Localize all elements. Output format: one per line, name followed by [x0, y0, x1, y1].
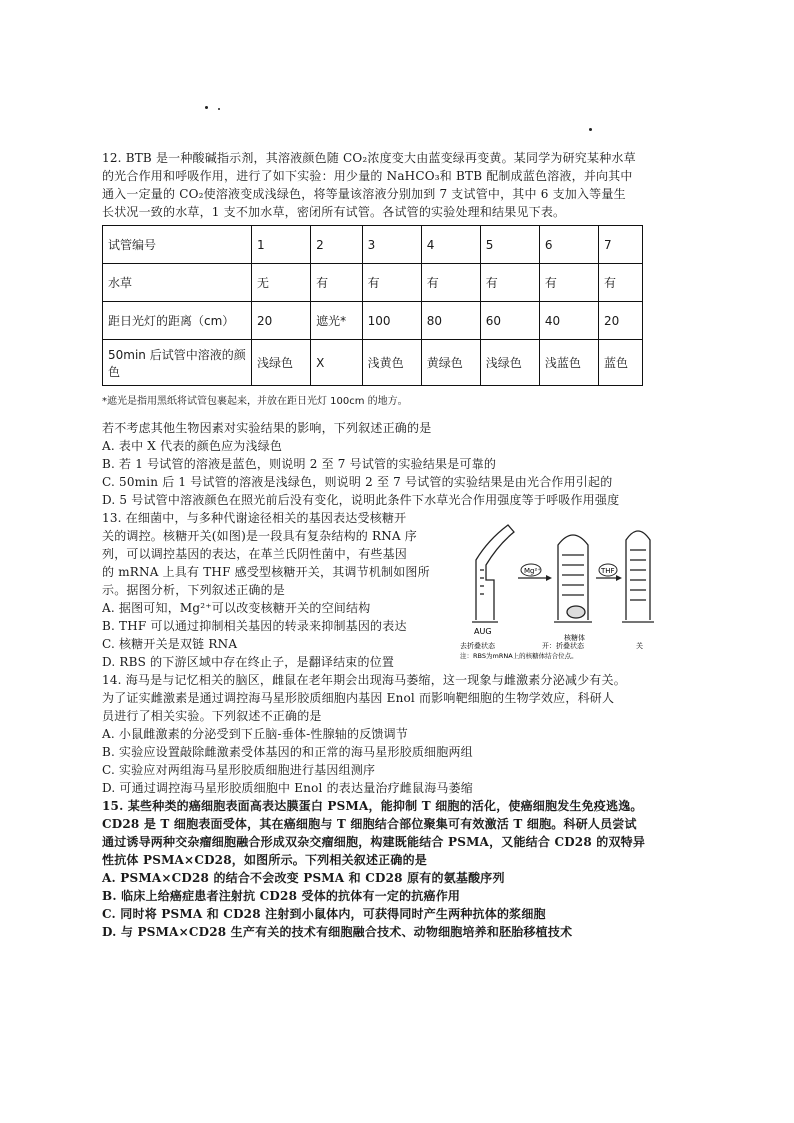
off-riboswitch — [622, 531, 654, 622]
folded-riboswitch — [554, 535, 592, 622]
q15-line: 性抗体 PSMA×CD28，如图所示。下列相关叙述正确的是 — [102, 853, 427, 867]
table-cell: 有 — [539, 264, 598, 302]
q12-option-b: B. 若 1 号试管的溶液是蓝色，则说明 2 至 7 号试管的实验结果是可靠的 — [102, 457, 497, 471]
figure-note: 注：RBS为mRNA上的核糖体结合位点。 — [460, 652, 578, 660]
table-cell: 有 — [421, 264, 480, 302]
q12-line: 通入一定量的 CO₂使溶液变成浅绿色，将等量该溶液分别加到 7 支试管中，其中 6 支加入等量生 — [102, 187, 626, 201]
q15-line: 通过诱导两种交杂瘤细胞融合形成双杂交瘤细胞，构建既能结合 PSMA，又能结合 CD28 的双特异 — [102, 835, 646, 849]
table-cell: 有 — [480, 264, 539, 302]
thf-label: THF — [601, 567, 615, 575]
q12-line: 的光合作用和呼吸作用，进行了如下实验：用少量的 NaHCO₃和 BTB 配制成蓝色溶液，并向其中 — [102, 169, 633, 183]
table-cell: 50min 后试管中溶液的颜色 — [103, 340, 252, 386]
q13-line: 13. 在细菌中，与多种代谢途径相关的基因表达受核糖开 — [102, 511, 407, 525]
table-cell: 试管编号 — [103, 226, 252, 264]
q12-option-a: A. 表中 X 代表的颜色应为浅绿色 — [102, 439, 283, 453]
table-cell: 遮光* — [311, 302, 363, 340]
q15-line: CD28 是 T 细胞表面受体，其在癌细胞与 T 细胞结合部位聚集可有效激活 T 细胞。科研人员尝试 — [102, 817, 637, 831]
table-cell: 浅蓝色 — [539, 340, 598, 386]
q14-option-b: B. 实验应设置敲除雌激素受体基因的和正常的海马星形胶质细胞两组 — [102, 745, 473, 759]
riboswitch-figure — [458, 520, 658, 660]
scan-speck — [205, 106, 208, 109]
table-cell: 100 — [362, 302, 421, 340]
q12-option-d: D. 5 号试管中溶液颜色在照光前后没有变化，说明此条件下水草光合作用强度等于呼吸作用强度 — [102, 493, 620, 507]
q14-line: 为了证实雌激素是通过调控海马星形胶质细胞内基因 Enol 而影响靶细胞的生物学效应，科研人 — [102, 691, 615, 705]
table-cell: 蓝色 — [598, 340, 642, 386]
table-cell: 5 — [480, 226, 539, 264]
table-row — [103, 226, 643, 264]
mg-label: Mg²⁺ — [524, 567, 541, 575]
q12-line: 12. BTB 是一种酸碱指示剂，其溶液颜色随 CO₂浓度变大由蓝变绿再变黄。某同学为研究某种水草 — [102, 151, 636, 165]
table-cell: 黄绿色 — [421, 340, 480, 386]
q12-option-c: C. 50min 后 1 号试管的溶液是浅绿色，则说明 2 至 7 号试管的实验结果是由光合作用引起的 — [102, 475, 613, 489]
table-cell: X — [311, 340, 363, 386]
q14-line: 员进行了相关实验。下列叙述不正确的是 — [102, 709, 322, 723]
table-cell: 1 — [252, 226, 311, 264]
table-cell: 4 — [421, 226, 480, 264]
table-cell: 20 — [598, 302, 642, 340]
unfolded-riboswitch — [472, 525, 514, 622]
q14-line: 14. 海马是与记忆相关的脑区，雌鼠在老年期会出现海马萎缩，这一现象与雌激素分泌减少有关。 — [102, 673, 626, 687]
table-row — [103, 264, 643, 302]
q13-line: 示。据图分析，下列叙述正确的是 — [102, 583, 286, 597]
experiment-table — [102, 225, 643, 386]
q14-option-a: A. 小鼠雌激素的分泌受到下丘脑-垂体-性腺轴的反馈调节 — [102, 727, 409, 741]
q13-line: 列，可以调控基因的表达，在革兰氏阴性菌中，有些基因 — [102, 547, 408, 561]
table-cell: 水草 — [103, 264, 252, 302]
table-cell: 浅黄色 — [362, 340, 421, 386]
q15-line: 15. 某些种类的癌细胞表面高表达膜蛋白 PSMA，能抑制 T 细胞的活化，使癌细胞发生免疫逃逸。 — [102, 799, 643, 813]
ribosome-label: 核糖体 — [564, 634, 585, 642]
table-cell: 2 — [311, 226, 363, 264]
table-cell: 6 — [539, 226, 598, 264]
q15-option-c: C. 同时将 PSMA 和 CD28 注射到小鼠体内，可获得同时产生两种抗体的浆细胞 — [102, 907, 546, 921]
q13-line: 的 mRNA 上具有 THF 感受型核糖开关，其调节机制如图所 — [102, 565, 430, 579]
table-cell: 7 — [598, 226, 642, 264]
q13-option-c: C. 核糖开关是双链 RNA — [102, 637, 238, 651]
table-cell: 有 — [362, 264, 421, 302]
table-cell: 有 — [598, 264, 642, 302]
au-label: AUG — [474, 627, 492, 636]
q15-option-d: D. 与 PSMA×CD28 生产有关的技术有细胞融合技术、动物细胞培养和胚胎移植技术 — [102, 925, 573, 939]
table-footnote: *遮光是指用黑纸将试管包裹起来，并放在距日光灯 100cm 的地方。 — [102, 396, 408, 407]
table-row — [103, 340, 643, 386]
table-cell: 浅绿色 — [480, 340, 539, 386]
thf-arrow — [596, 564, 622, 581]
q13-option-d: D. RBS 的下游区域中存在终止子，是翻译结束的位置 — [102, 655, 395, 669]
scan-speck — [589, 128, 592, 131]
table-cell: 距日光灯的距离（cm） — [103, 302, 252, 340]
scan-speck — [218, 108, 220, 110]
table-cell: 无 — [252, 264, 311, 302]
table-cell: 浅绿色 — [252, 340, 311, 386]
q14-option-c: C. 实验应对两组海马星形胶质细胞进行基因组测序 — [102, 763, 376, 777]
table-cell: 40 — [539, 302, 598, 340]
caption-on: 开：折叠状态 — [542, 642, 584, 650]
q12-stem: 若不考虑其他生物因素对实验结果的影响，下列叙述正确的是 — [102, 421, 432, 435]
table-cell: 20 — [252, 302, 311, 340]
q15-option-b: B. 临床上给癌症患者注射抗 CD28 受体的抗体有一定的抗癌作用 — [102, 889, 461, 903]
caption-off: 关 — [636, 642, 643, 650]
q14-option-d: D. 可通过调控海马星形胶质细胞中 Enol 的表达量治疗雌鼠海马萎缩 — [102, 781, 474, 795]
table-cell: 80 — [421, 302, 480, 340]
mg-arrow — [518, 564, 552, 581]
table-cell: 3 — [362, 226, 421, 264]
q13-option-a: A. 据图可知，Mg²⁺可以改变核糖开关的空间结构 — [102, 601, 371, 615]
table-cell: 有 — [311, 264, 363, 302]
caption-unfolded: 去折叠状态 — [460, 642, 495, 650]
q13-line: 关的调控。核糖开关(如图)是一段具有复杂结构的 RNA 序 — [102, 529, 417, 543]
q12-line: 长状况一致的水草，1 支不加水草，密闭所有试管。各试管的实验处理和结果见下表。 — [102, 205, 566, 219]
table-cell: 60 — [480, 302, 539, 340]
q13-option-b: B. THF 可以通过抑制相关基因的转录来抑制基因的表达 — [102, 619, 407, 633]
q15-option-a: A. PSMA×CD28 的结合不会改变 PSMA 和 CD28 原有的氨基酸序列 — [102, 871, 505, 885]
table-row — [103, 302, 643, 340]
